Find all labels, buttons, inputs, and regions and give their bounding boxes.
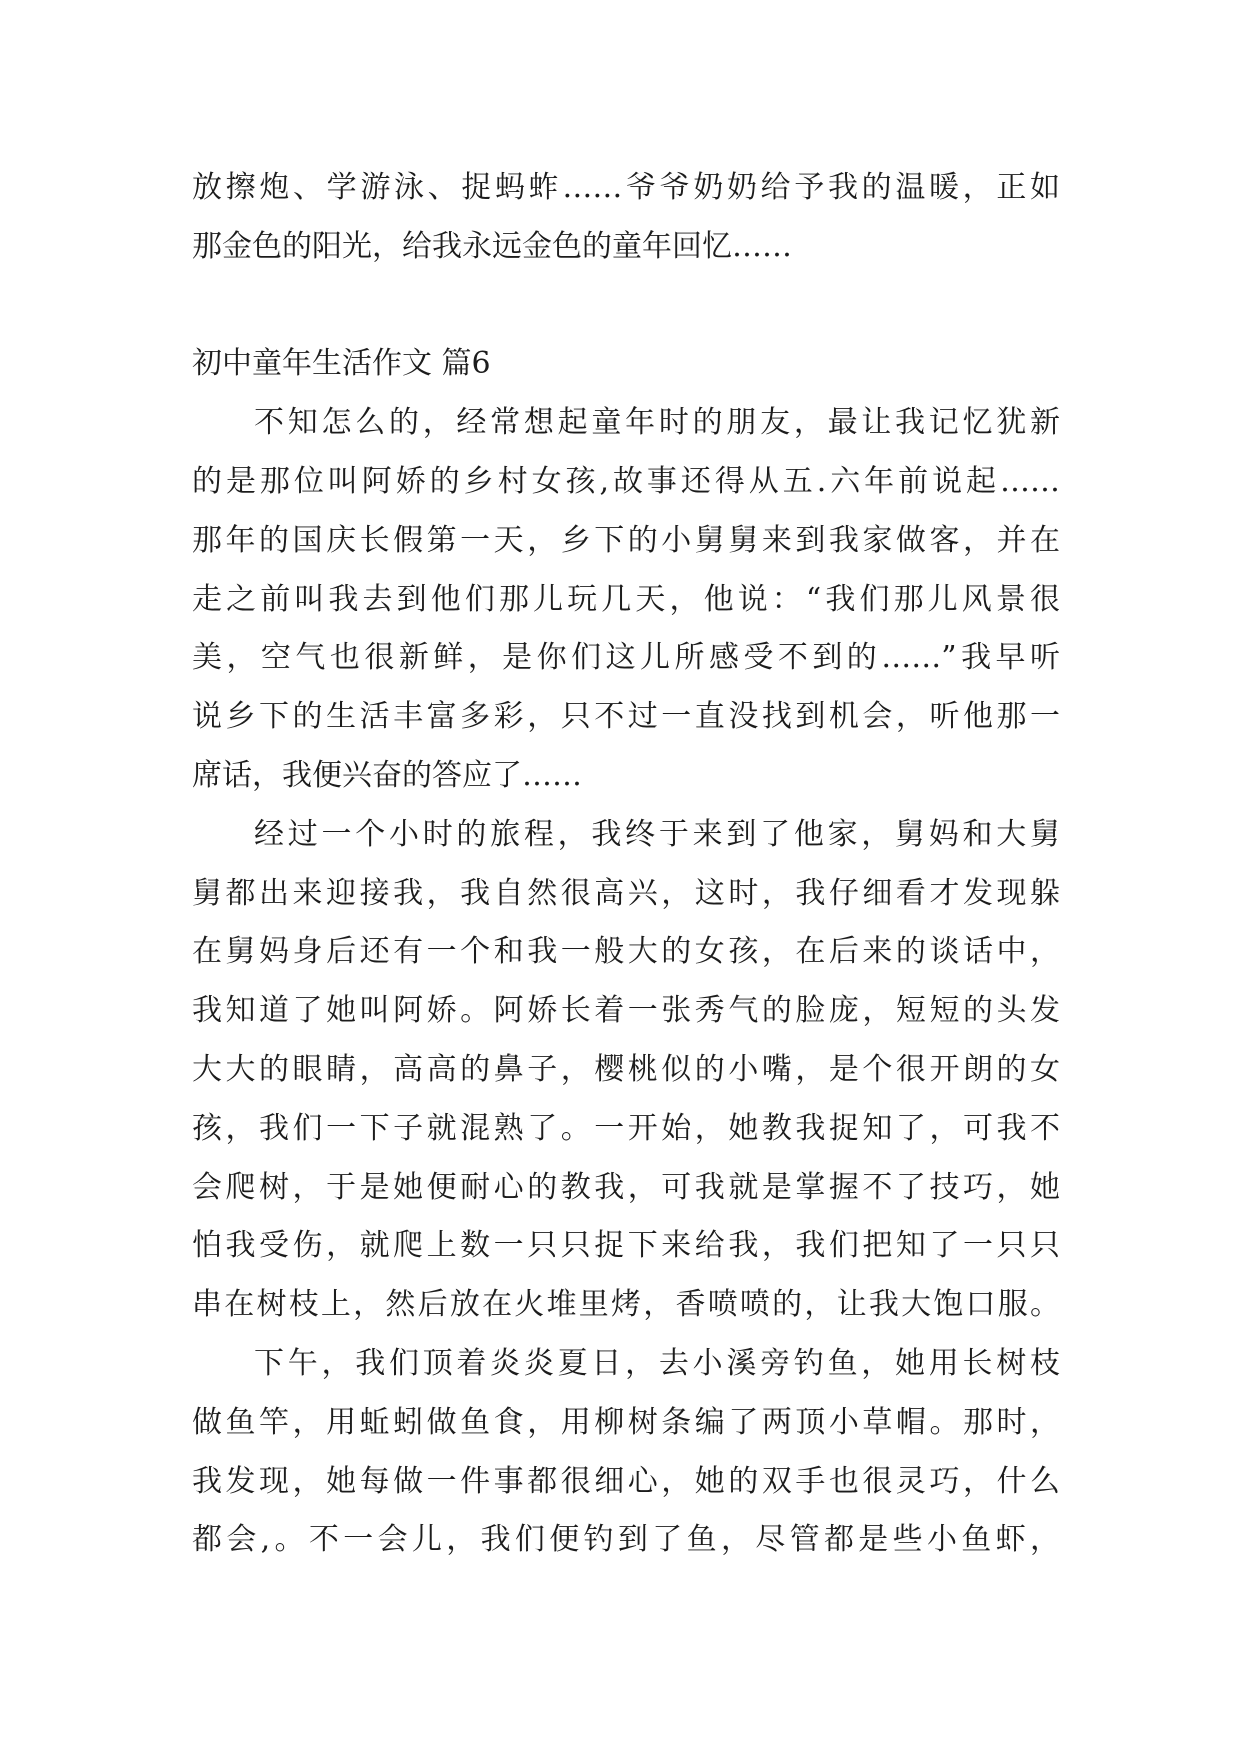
text-line: 那金色的阳光，给我永远金色的童年回忆…… (192, 228, 792, 264)
paragraph (192, 806, 1060, 1335)
text-line: 走之前叫我去到他们那儿玩几天，他说：“我们那儿风景很 (192, 581, 1060, 617)
text-line: 经过一个小时的旅程，我终于来到了他家，舅妈和大舅 (254, 816, 1060, 852)
text-line: 席话，我便兴奋的答应了…… (192, 757, 582, 793)
paragraph-continuation (192, 159, 1060, 277)
text-line: 串在树枝上，然后放在火堆里烤，香喷喷的，让我大饱口服。 (192, 1287, 1060, 1323)
text-line: 我发现，她每做一件事都很细心，她的双手也很灵巧，什么 (192, 1463, 1060, 1499)
text-line: 大大的眼睛，高高的鼻子，樱桃似的小嘴，是个很开朗的女 (192, 1051, 1060, 1087)
text-line: 说乡下的生活丰富多彩，只不过一直没找到机会，听他那一 (192, 699, 1060, 735)
text-line: 都会,。不一会儿，我们便钓到了鱼，尽管都是些小鱼虾， (192, 1522, 1060, 1558)
blank-line (192, 277, 1060, 336)
text-line: 怕我受伤，就爬上数一只只捉下来给我，我们把知了一只只 (192, 1228, 1060, 1264)
text-line: 舅都出来迎接我，我自然很高兴，这时，我仔细看才发现躲 (192, 875, 1060, 911)
text-line: 放擦炮、学游泳、捉蚂蚱……爷爷奶奶给予我的温暖，正如 (192, 170, 1060, 205)
document-body (192, 159, 1060, 1570)
text-line: 那年的国庆长假第一天，乡下的小舅舅来到我家做客，并在 (192, 522, 1060, 558)
text-line: 美，空气也很新鲜，是你们这儿所感受不到的……”我早听 (192, 640, 1060, 676)
text-line: 我知道了她叫阿娇。阿娇长着一张秀气的脸庞，短短的头发 (192, 993, 1060, 1029)
text-line: 做鱼竿，用蚯蚓做鱼食，用柳树条编了两顶小草帽。那时， (192, 1404, 1060, 1440)
text-line: 会爬树，于是她便耐心的教我，可我就是掌握不了技巧，她 (192, 1169, 1060, 1205)
text-line: 孩，我们一下子就混熟了。一开始，她教我捉知了，可我不 (192, 1110, 1060, 1146)
text-line: 下午，我们顶着炎炎夏日，去小溪旁钓鱼，她用长树枝 (254, 1345, 1060, 1381)
paragraph (192, 394, 1060, 806)
text-line: 不知怎么的，经常想起童年时的朋友，最让我记忆犹新 (254, 405, 1060, 441)
section-heading: 初中童年生活作文 篇6 (192, 346, 491, 382)
text-line: 的是那位叫阿娇的乡村女孩,故事还得从五.六年前说起…… (192, 463, 1060, 499)
text-line: 在舅妈身后还有一个和我一般大的女孩，在后来的谈话中， (192, 934, 1060, 970)
paragraph (192, 1335, 1060, 1570)
